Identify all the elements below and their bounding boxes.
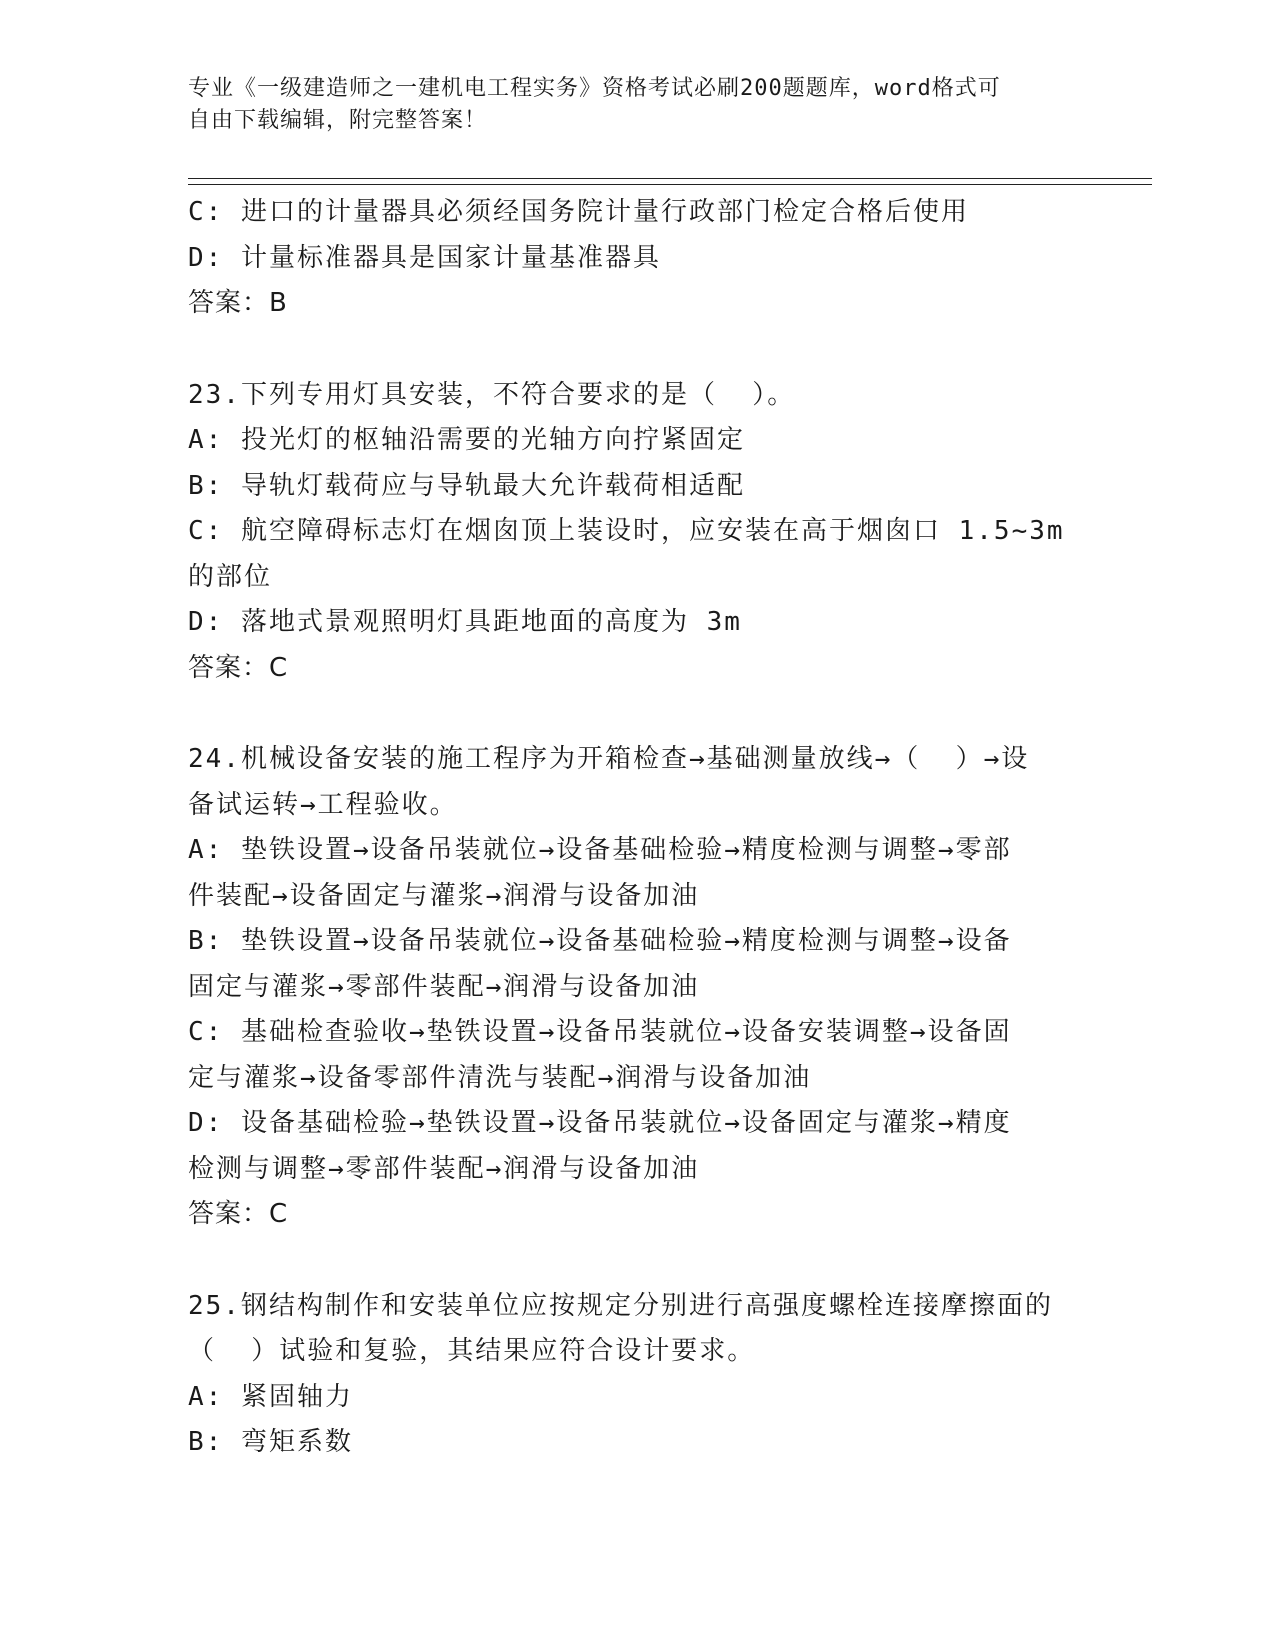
question-24 <box>188 737 1088 1238</box>
spacer <box>188 1238 1088 1284</box>
document-header <box>188 73 1088 137</box>
q22-answer: 答案：B <box>188 288 288 318</box>
header-divider-top <box>188 178 1152 179</box>
q24-option-b-line-1: B: 垫铁设置→设备吊装就位→设备基础检验→精度检测与调整→设备 <box>188 926 1012 956</box>
question-23 <box>188 373 1088 692</box>
q25-option-a: A: 紧固轴力 <box>188 1381 353 1412</box>
header-divider-bottom <box>188 184 1152 185</box>
q23-option-c-line-2: 的部位 <box>188 561 273 592</box>
q24-option-c-line-1: C: 基础检查验收→垫铁设置→设备吊装就位→设备安装调整→设备固 <box>188 1017 1012 1047</box>
q24-stem-line-2: 备试运转→工程验收。 <box>188 789 458 820</box>
q25-stem-line-1: 25.钢结构制作和安装单位应按规定分别进行高强度螺栓连接摩擦面的 <box>188 1290 1053 1321</box>
spacer <box>188 691 1088 737</box>
header-title-line-2: 自由下载编辑，附完整答案！ <box>188 108 488 133</box>
q24-option-a-line-1: A: 垫铁设置→设备吊装就位→设备基础检验→精度检测与调整→零部 <box>188 835 1012 865</box>
q25-option-b: B: 弯矩系数 <box>188 1427 353 1457</box>
q23-option-a: A: 投光灯的枢轴沿需要的光轴方向拧紧固定 <box>188 425 745 455</box>
q24-option-a-line-2: 件装配→设备固定与灌浆→润滑与设备加油 <box>188 880 700 911</box>
q25-stem-line-2: （ ）试验和复验，其结果应符合设计要求。 <box>188 1336 756 1366</box>
question-25 <box>188 1284 1088 1466</box>
q23-option-d: D: 落地式景观照明灯具距地面的高度为 3m <box>188 607 742 637</box>
spacer <box>188 327 1088 373</box>
q23-option-c-line-1: C: 航空障碍标志灯在烟囱顶上装设时，应安装在高于烟囱口 1.5~3m <box>188 516 1065 546</box>
q23-stem: 23.下列专用灯具安装，不符合要求的是（ ）。 <box>188 379 796 410</box>
q24-option-d-line-1: D: 设备基础检验→垫铁设置→设备吊装就位→设备固定与灌浆→精度 <box>188 1108 1012 1138</box>
q23-answer: 答案：C <box>188 652 289 683</box>
question-22-continued <box>188 190 1088 327</box>
header-title-line-1: 专业《一级建造师之一建机电工程实务》资格考试必刷200题题库，word格式可 <box>188 76 1001 101</box>
q24-answer: 答案：C <box>188 1199 289 1229</box>
q22-option-d: D: 计量标准器具是国家计量基准器具 <box>188 242 661 273</box>
q24-stem-line-1: 24.机械设备安装的施工程序为开箱检查→基础测量放线→（ ）→设 <box>188 744 1030 774</box>
q24-option-c-line-2: 定与灌浆→设备零部件清洗与装配→润滑与设备加油 <box>188 1062 812 1093</box>
question-list <box>188 190 1088 1466</box>
q24-option-b-line-2: 固定与灌浆→零部件装配→润滑与设备加油 <box>188 971 700 1002</box>
q23-option-b: B: 导轨灯载荷应与导轨最大允许载荷相适配 <box>188 470 745 501</box>
q22-option-c: C: 进口的计量器具必须经国务院计量行政部门检定合格后使用 <box>188 197 969 227</box>
q24-option-d-line-2: 检测与调整→零部件装配→润滑与设备加油 <box>188 1153 700 1184</box>
